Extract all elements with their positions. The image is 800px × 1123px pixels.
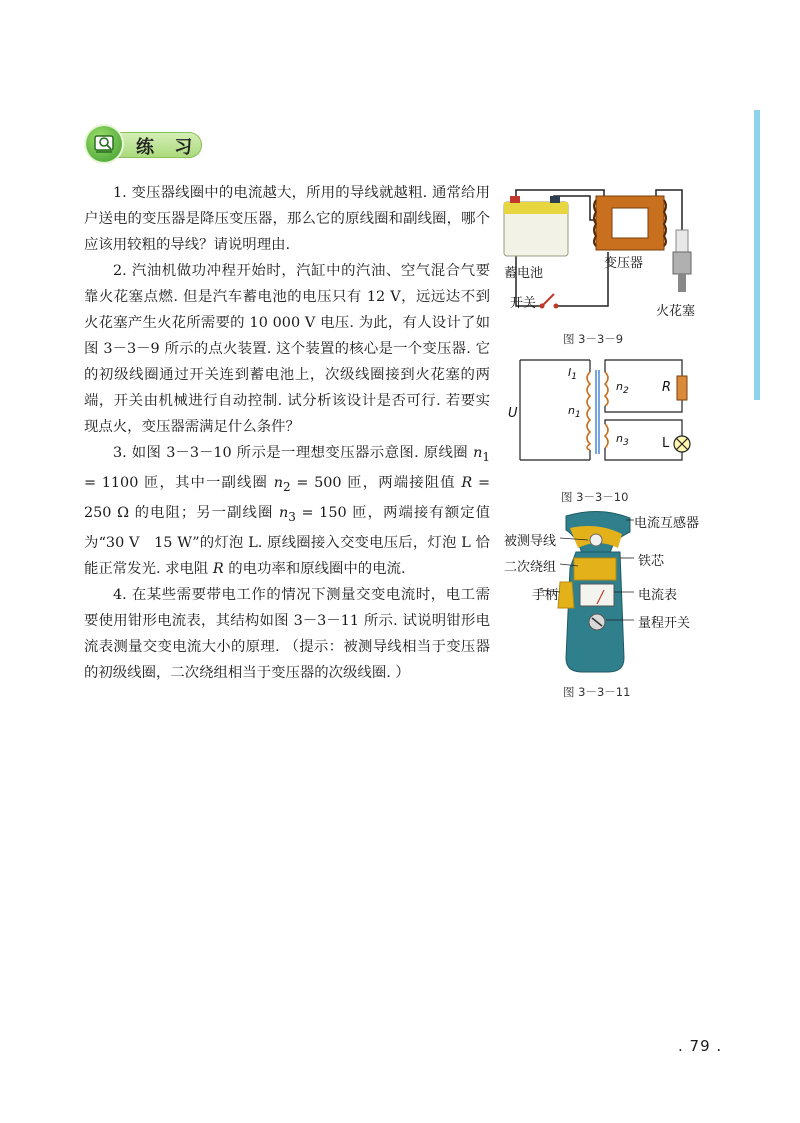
figure-3-3-10 [502,354,712,466]
label-iron-core: 铁芯 [638,554,665,569]
label-U: U [508,406,518,421]
label-handle: 手柄 [532,588,559,603]
lamp-icon [674,436,690,452]
problem-list [84,180,490,686]
figure-3-3-9 [496,186,712,326]
spark-plug-icon [673,230,691,292]
label-secondary-winding: 二次绕组 [504,560,557,575]
label-current-transformer: 电流互感器 [634,516,700,531]
problem-4: 4. 在某些需要带电工作的情况下测量交变电流时，电工需要使用钳形电流表，其结构如图 3－3－11 所示. 试说明钳形电流表测量交变电流大小的原理. （提示：被测导线相当于变压器的初级线圈，二次绕组相当于变压器的次级线圈. ） [84,586,490,681]
caption-3-3-10: 图 3－3－10 [561,490,629,504]
label-I1: $I_1$ [568,366,578,383]
caption-3-3-11: 图 3－3－11 [563,685,631,699]
battery-icon [504,196,568,256]
problem-3: 3. 如图 3－3－10 所示是一理想变压器示意图. 原线圈 $n_1 = 1100$ 匝，其中一副线圈 $n_2 = 500$ 匝，两端接阻值 R = 250 Ω 的电阻；另一副线圈 $n_3 = 150$ 匝，两端接有额定值为“30 V 15 W”的灯泡 L. 原线圈接入交变电压后，灯泡 L 恰能正常发光. 求电阻 R 的电功率和原线圈中的电流. [84,445,491,577]
label-spark-plug: 火花塞 [656,304,696,319]
transformer-schematic [502,354,712,466]
transformer-icon [594,196,666,250]
switch-icon [540,294,559,309]
caption-3-3-9: 图 3－3－9 [563,332,624,346]
handle-icon [558,582,574,608]
page-number: . 79 . [678,1037,723,1055]
resistor-icon [677,376,687,400]
problem-2: 2. 汽油机做功冲程开始时，汽缸中的汽油、空气混合气要靠火花塞点燃. 但是汽车蓄电池的电压只有 12 V，远远达不到火花塞产生火花所需要的 10 000 V 电压. 为此，有人设计了如图 3－3－9 所示的点火装置. 这个装置的核心是一个变压器. 它的初级线圈通过开关连到蓄电池上，次级线圈接到火花塞的两端，开关由机械进行自动控制. 试分析该设计是否可行. 若要实现点火，变压器需满足什么条件？ [84,263,490,435]
chapter-edge-tab [754,110,760,400]
problem-1: 1. 变压器线圈中的电流越大，所用的导线就越粗. 通常给用户送电的变压器是降压变压器，那么它的原线圈和副线圈，哪个应该用较粗的导线？请说明理由. [84,185,490,253]
figure-3-3-11 [500,508,720,680]
label-n2: $n_2$ [616,380,629,397]
label-L: L [662,436,670,451]
label-n1: $n_1$ [568,404,581,421]
exercise-header [86,124,206,164]
magnifier-icon [86,126,122,162]
label-measured-wire: 被测导线 [504,534,557,549]
label-R: R [662,380,672,395]
exercise-title: 练 习 [136,137,200,158]
label-ammeter: 电流表 [638,588,678,603]
label-battery: 蓄电池 [504,266,544,281]
label-transformer: 变压器 [604,256,644,271]
label-switch: 开关 [510,296,537,311]
label-n3: $n_3$ [616,432,629,449]
label-range-switch: 量程开关 [638,616,691,631]
